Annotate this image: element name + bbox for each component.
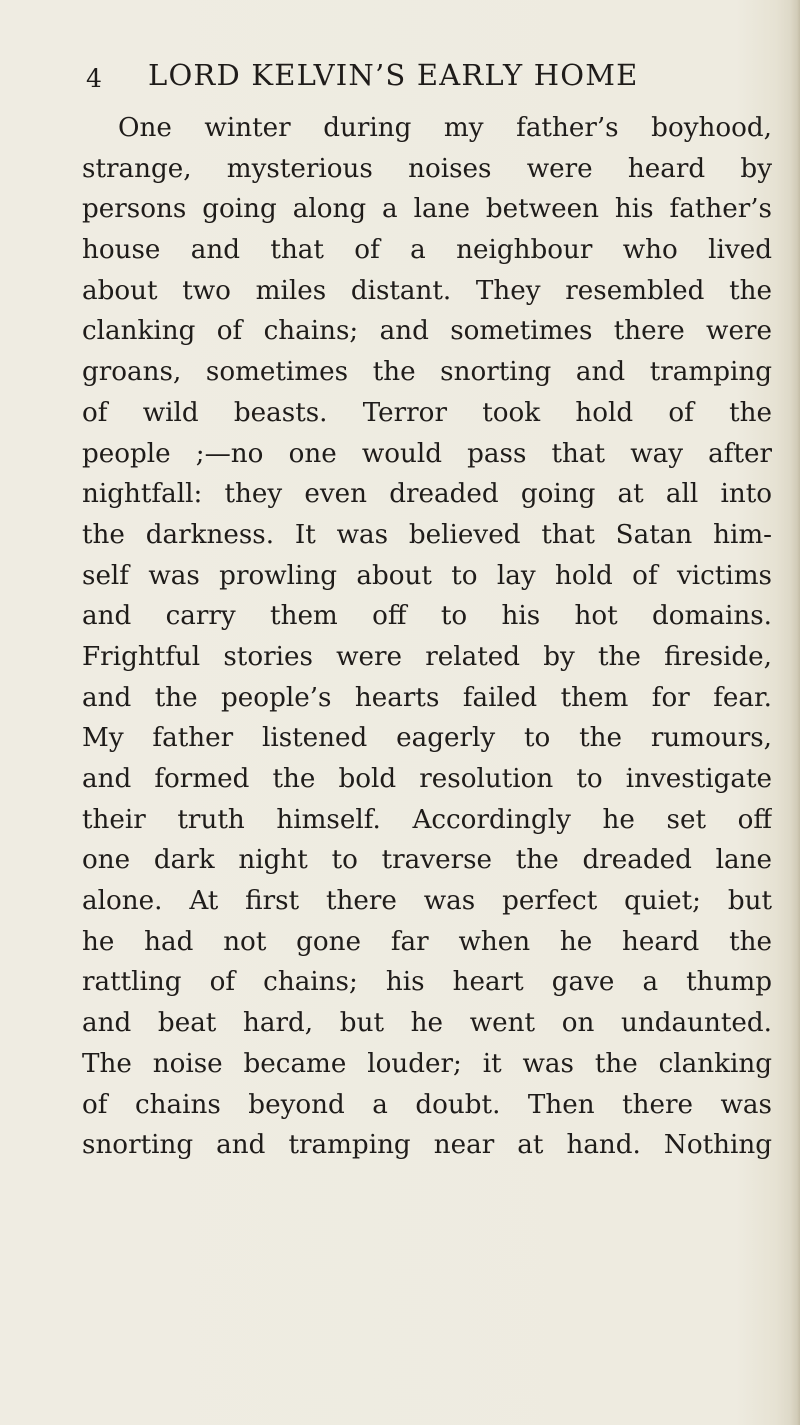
body-text [82,108,772,1166]
text-line-20: alone. At first there was perfect quiet; but [82,886,772,917]
text-line-18: their truth himself. Accordingly he set off [82,804,772,835]
text-line-15: and the people’s hearts failed them for fear. [82,682,772,713]
text-line-12: self was prowling about to lay hold of victims [82,560,772,591]
text-line-16: My father listened eagerly to the rumours, [82,723,772,754]
text-line-3: persons going along a lane between his father’s [82,194,772,225]
text-line-23: and beat hard, but he went on undaunted. [82,1008,772,1039]
page-number: 4 [86,64,103,93]
text-line-7: groans, sometimes the snorting and tramping [82,357,772,388]
text-line-11: the darkness. It was believed that Satan him- [82,519,772,550]
text-line-22: rattling of chains; his heart gave a thump [82,967,772,998]
text-line-5: about two miles distant. They resembled the [82,275,772,306]
text-line-2: strange, mysterious noises were heard by [82,153,772,184]
page-edge-shadow [790,0,800,1425]
text-line-10: nightfall: they even dreaded going at all into [82,479,772,510]
running-head: LORD KELVIN’S EARLY HOME [148,58,639,92]
text-line-9: people ;—no one would pass that way after [82,438,772,469]
text-line-4: house and that of a neighbour who lived [82,235,772,266]
text-line-1: One winter during my father’s boyhood, [118,113,772,143]
text-line-8: of wild beasts. Terror took hold of the [82,397,772,428]
page-header [0,58,760,102]
text-line-6: clanking of chains; and sometimes there were [82,316,772,347]
text-line-24: The noise became louder; it was the clanking [82,1048,772,1079]
text-line-13: and carry them off to his hot domains. [82,601,772,632]
text-line-25: of chains beyond a doubt. Then there was [82,1089,772,1120]
text-line-26: snorting and tramping near at hand. Nothing [82,1130,772,1161]
text-line-21: he had not gone far when he heard the [82,926,772,957]
text-line-19: one dark night to traverse the dreaded lane [82,845,772,876]
text-line-17: and formed the bold resolution to investigate [82,764,772,794]
text-line-14: Frightful stories were related by the fireside, [82,641,772,672]
